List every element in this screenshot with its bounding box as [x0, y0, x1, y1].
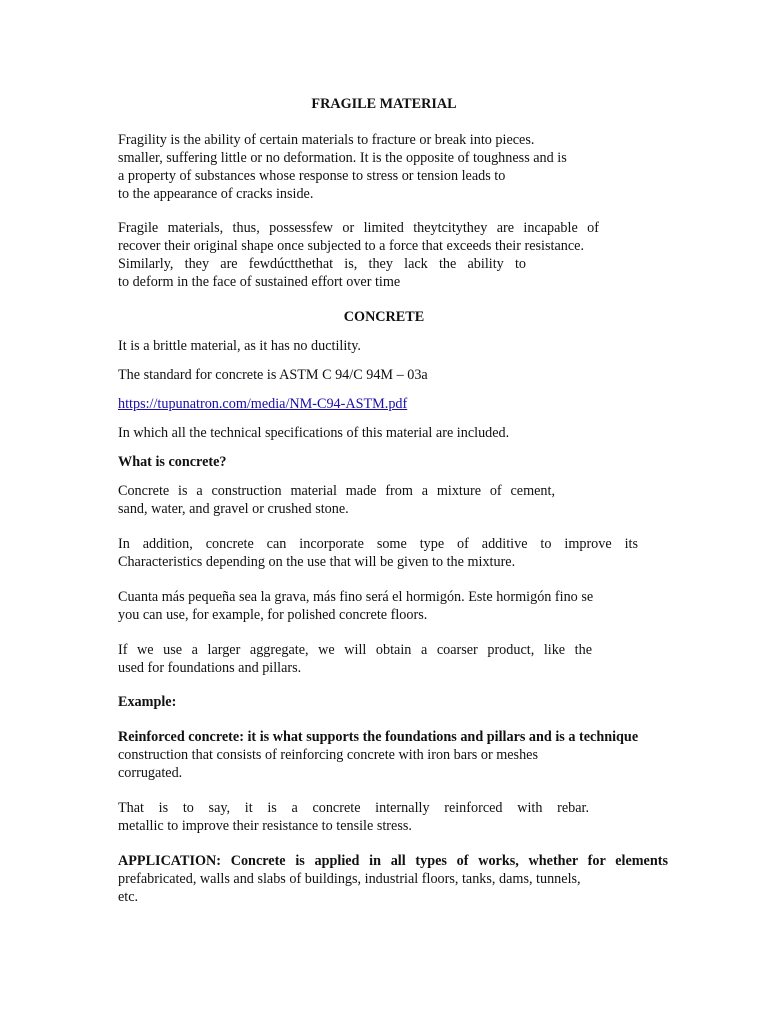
- reinforced-line-2: construction that consists of reinforcing concrete with iron bars or meshes: [118, 747, 538, 763]
- standard-link-line: [118, 395, 407, 413]
- astm-standard-link[interactable]: https://tupunatron.com/media/NM-C94-ASTM.pdf: [118, 396, 408, 412]
- application-line-3: etc.: [118, 889, 139, 905]
- intro-line-1: Fragility is the ability of certain materials to fracture or break into pieces.: [118, 132, 535, 148]
- intro-line-3: a property of substances whose response to stress or tension leads to: [118, 168, 506, 184]
- aggregate-line-1: If we use a larger aggregate, we will obtain a coarser product, like the: [118, 642, 592, 658]
- gravel-line-1: Cuanta más pequeña sea la grava, más fino será el hormigón. Este hormigón fino se: [118, 589, 594, 605]
- application-line-2: prefabricated, walls and slabs of buildings, industrial floors, tanks, dams, tunnels,: [118, 871, 581, 887]
- concrete-heading: CONCRETE: [343, 309, 425, 325]
- what-is-concrete-heading: What is concrete?: [118, 454, 227, 470]
- document-title: FRAGILE MATERIAL: [311, 96, 457, 112]
- definition-line-2: sand, water, and gravel or crushed stone.: [118, 501, 349, 517]
- application-line-1: APPLICATION: Concrete is applied in all types of works, whether for elements: [118, 853, 668, 869]
- fragile-line-2: recover their original shape once subjected to a force that exceeds their resistance.: [118, 238, 584, 254]
- gravel-line-2: you can use, for example, for polished concrete floors.: [118, 607, 428, 623]
- fragile-line-1: Fragile materials, thus, possessfew or limited theytcitythey are incapable of: [118, 220, 599, 236]
- intro-line-4: to the appearance of cracks inside.: [118, 186, 314, 202]
- fragile-line-3: Similarly, they are fewdúctthethat is, they lack the ability to: [118, 256, 526, 272]
- reinforced-line-3: corrugated.: [118, 765, 183, 781]
- rebar-line-2: metallic to improve their resistance to tensile stress.: [118, 818, 412, 834]
- standard-line: The standard for concrete is ASTM C 94/C 94M – 03a: [118, 367, 428, 383]
- specs-line: In which all the technical specifications of this material are included.: [118, 425, 510, 441]
- fragile-line-4: to deform in the face of sustained effort over time: [118, 274, 401, 290]
- additive-line-2: Characteristics depending on the use that will be given to the mixture.: [118, 554, 516, 570]
- brittle-line: It is a brittle material, as it has no ductility.: [118, 338, 361, 354]
- rebar-line-1: That is to say, it is a concrete internally reinforced with rebar.: [118, 800, 589, 816]
- intro-line-2: smaller, suffering little or no deformation. It is the opposite of toughness and is: [118, 150, 567, 166]
- reinforced-line-1: Reinforced concrete: it is what supports the foundations and pillars and is a technique: [118, 729, 639, 745]
- additive-line-1: In addition, concrete can incorporate some type of additive to improve its: [118, 536, 638, 552]
- example-heading: Example:: [118, 694, 177, 710]
- definition-line-1: Concrete is a construction material made from a mixture of cement,: [118, 483, 555, 499]
- aggregate-line-2: used for foundations and pillars.: [118, 660, 302, 676]
